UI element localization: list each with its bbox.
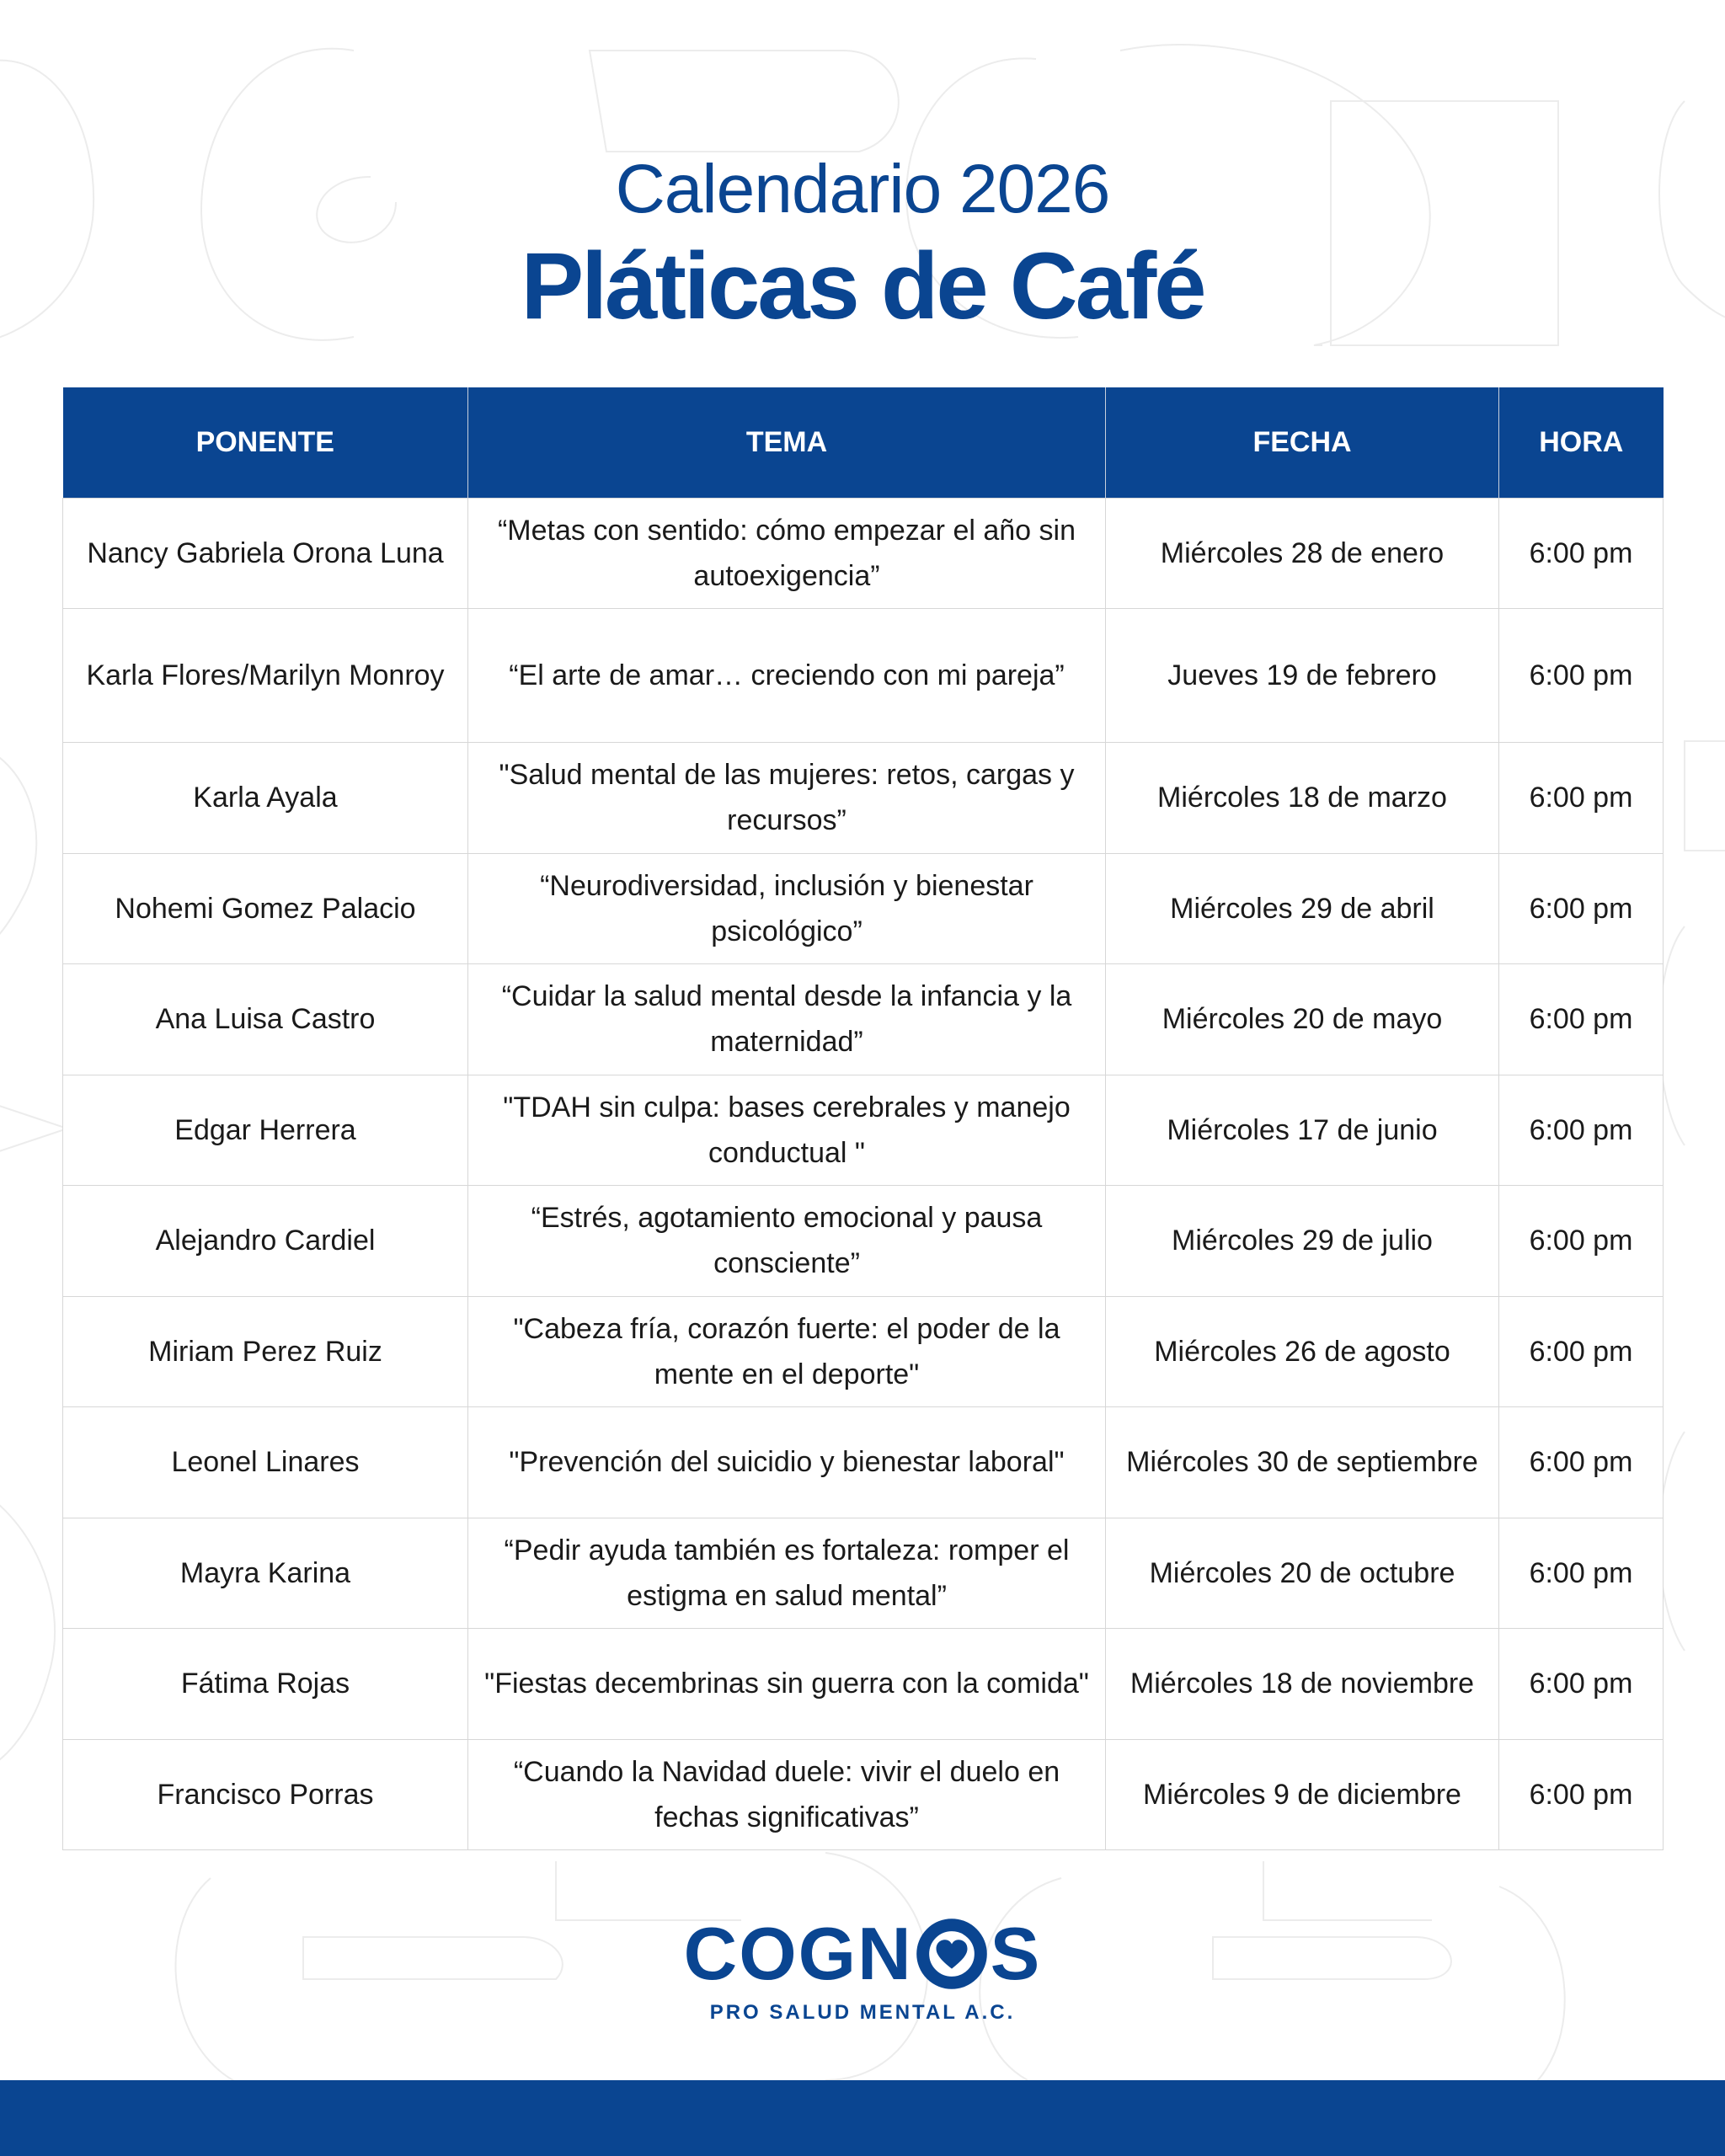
cell-ponente: Alejandro Cardiel — [63, 1186, 468, 1297]
logo-text-start: COGN — [683, 1912, 913, 1995]
cell-fecha: Miércoles 29 de abril — [1106, 853, 1499, 964]
cell-hora: 6:00 pm — [1499, 964, 1664, 1075]
cell-ponente: Leonel Linares — [63, 1407, 468, 1518]
cell-fecha: Miércoles 18 de noviembre — [1106, 1629, 1499, 1740]
footer-bar — [0, 2080, 1725, 2156]
cell-fecha: Miércoles 17 de junio — [1106, 1075, 1499, 1186]
cell-hora: 6:00 pm — [1499, 609, 1664, 743]
cell-hora: 6:00 pm — [1499, 1518, 1664, 1629]
cell-ponente: Ana Luisa Castro — [63, 964, 468, 1075]
cell-hora: 6:00 pm — [1499, 1186, 1664, 1297]
cell-hora: 6:00 pm — [1499, 1407, 1664, 1518]
table-row — [63, 1407, 1664, 1518]
cell-ponente: Nohemi Gomez Palacio — [63, 853, 468, 964]
cell-tema: "Prevención del suicidio y bienestar laboral" — [468, 1407, 1106, 1518]
table-row — [63, 964, 1664, 1075]
cell-tema: "TDAH sin culpa: bases cerebrales y manejo conductual " — [468, 1075, 1106, 1186]
cell-tema: “Estrés, agotamiento emocional y pausa consciente” — [468, 1186, 1106, 1297]
cell-tema: “El arte de amar… creciendo con mi pareja” — [468, 609, 1106, 743]
table-row — [63, 1075, 1664, 1186]
schedule-table — [62, 387, 1664, 1850]
cell-tema: "Cabeza fría, corazón fuerte: el poder de la mente en el deporte" — [468, 1296, 1106, 1407]
cell-tema: “Neurodiversidad, inclusión y bienestar psicológico” — [468, 853, 1106, 964]
header — [0, 143, 1725, 337]
cognos-logo — [0, 1912, 1725, 2025]
cell-hora: 6:00 pm — [1499, 1075, 1664, 1186]
cell-tema: “Metas con sentido: cómo empezar el año sin autoexigencia” — [468, 498, 1106, 609]
cell-fecha: Miércoles 18 de marzo — [1106, 743, 1499, 854]
table-row — [63, 853, 1664, 964]
column-header-ponente: PONENTE — [63, 387, 468, 498]
cell-ponente: Karla Flores/Marilyn Monroy — [63, 609, 468, 743]
cell-fecha: Jueves 19 de febrero — [1106, 609, 1499, 743]
cell-ponente: Miriam Perez Ruiz — [63, 1296, 468, 1407]
column-header-fecha: FECHA — [1106, 387, 1499, 498]
cell-hora: 6:00 pm — [1499, 853, 1664, 964]
cell-fecha: Miércoles 29 de julio — [1106, 1186, 1499, 1297]
logo-wordmark — [684, 1912, 1042, 1996]
cell-ponente: Mayra Karina — [63, 1518, 468, 1629]
column-header-hora: HORA — [1499, 387, 1664, 498]
table-row — [63, 743, 1664, 854]
cell-tema: "Salud mental de las mujeres: retos, cargas y recursos” — [468, 743, 1106, 854]
cell-tema: "Fiestas decembrinas sin guerra con la comida" — [468, 1629, 1106, 1740]
table-row — [63, 1518, 1664, 1629]
heart-in-circle-icon — [915, 1917, 989, 1991]
page-title: Pláticas de Café — [521, 233, 1204, 339]
cell-ponente: Edgar Herrera — [63, 1075, 468, 1186]
cell-hora: 6:00 pm — [1499, 743, 1664, 854]
cell-ponente: Fátima Rojas — [63, 1629, 468, 1740]
logo-subtitle: PRO SALUD MENTAL A.C. — [709, 2001, 1016, 2024]
cell-fecha: Miércoles 20 de octubre — [1106, 1518, 1499, 1629]
cell-ponente: Karla Ayala — [63, 743, 468, 854]
cell-hora: 6:00 pm — [1499, 1739, 1664, 1850]
cell-tema: “Cuando la Navidad duele: vivir el duelo en fechas significativas” — [468, 1739, 1106, 1850]
table-row — [63, 1629, 1664, 1740]
cell-hora: 6:00 pm — [1499, 1296, 1664, 1407]
table-row — [63, 1186, 1664, 1297]
cell-tema: “Cuidar la salud mental desde la infancia y la maternidad” — [468, 964, 1106, 1075]
table-row — [63, 498, 1664, 609]
cell-tema: “Pedir ayuda también es fortaleza: romper el estigma en salud mental” — [468, 1518, 1106, 1629]
table-row — [63, 609, 1664, 743]
cell-fecha: Miércoles 30 de septiembre — [1106, 1407, 1499, 1518]
table-header-row — [63, 387, 1664, 498]
page-subtitle: Calendario 2026 — [615, 151, 1110, 227]
cell-hora: 6:00 pm — [1499, 1629, 1664, 1740]
cell-fecha: Miércoles 20 de mayo — [1106, 964, 1499, 1075]
cell-hora: 6:00 pm — [1499, 498, 1664, 609]
table-row — [63, 1296, 1664, 1407]
cell-fecha: Miércoles 9 de diciembre — [1106, 1739, 1499, 1850]
table-row — [63, 1739, 1664, 1850]
cell-fecha: Miércoles 26 de agosto — [1106, 1296, 1499, 1407]
cell-ponente: Nancy Gabriela Orona Luna — [63, 498, 468, 609]
cell-fecha: Miércoles 28 de enero — [1106, 498, 1499, 609]
column-header-tema: TEMA — [468, 387, 1106, 498]
cell-ponente: Francisco Porras — [63, 1739, 468, 1850]
logo-text-end: S — [990, 1912, 1042, 1995]
